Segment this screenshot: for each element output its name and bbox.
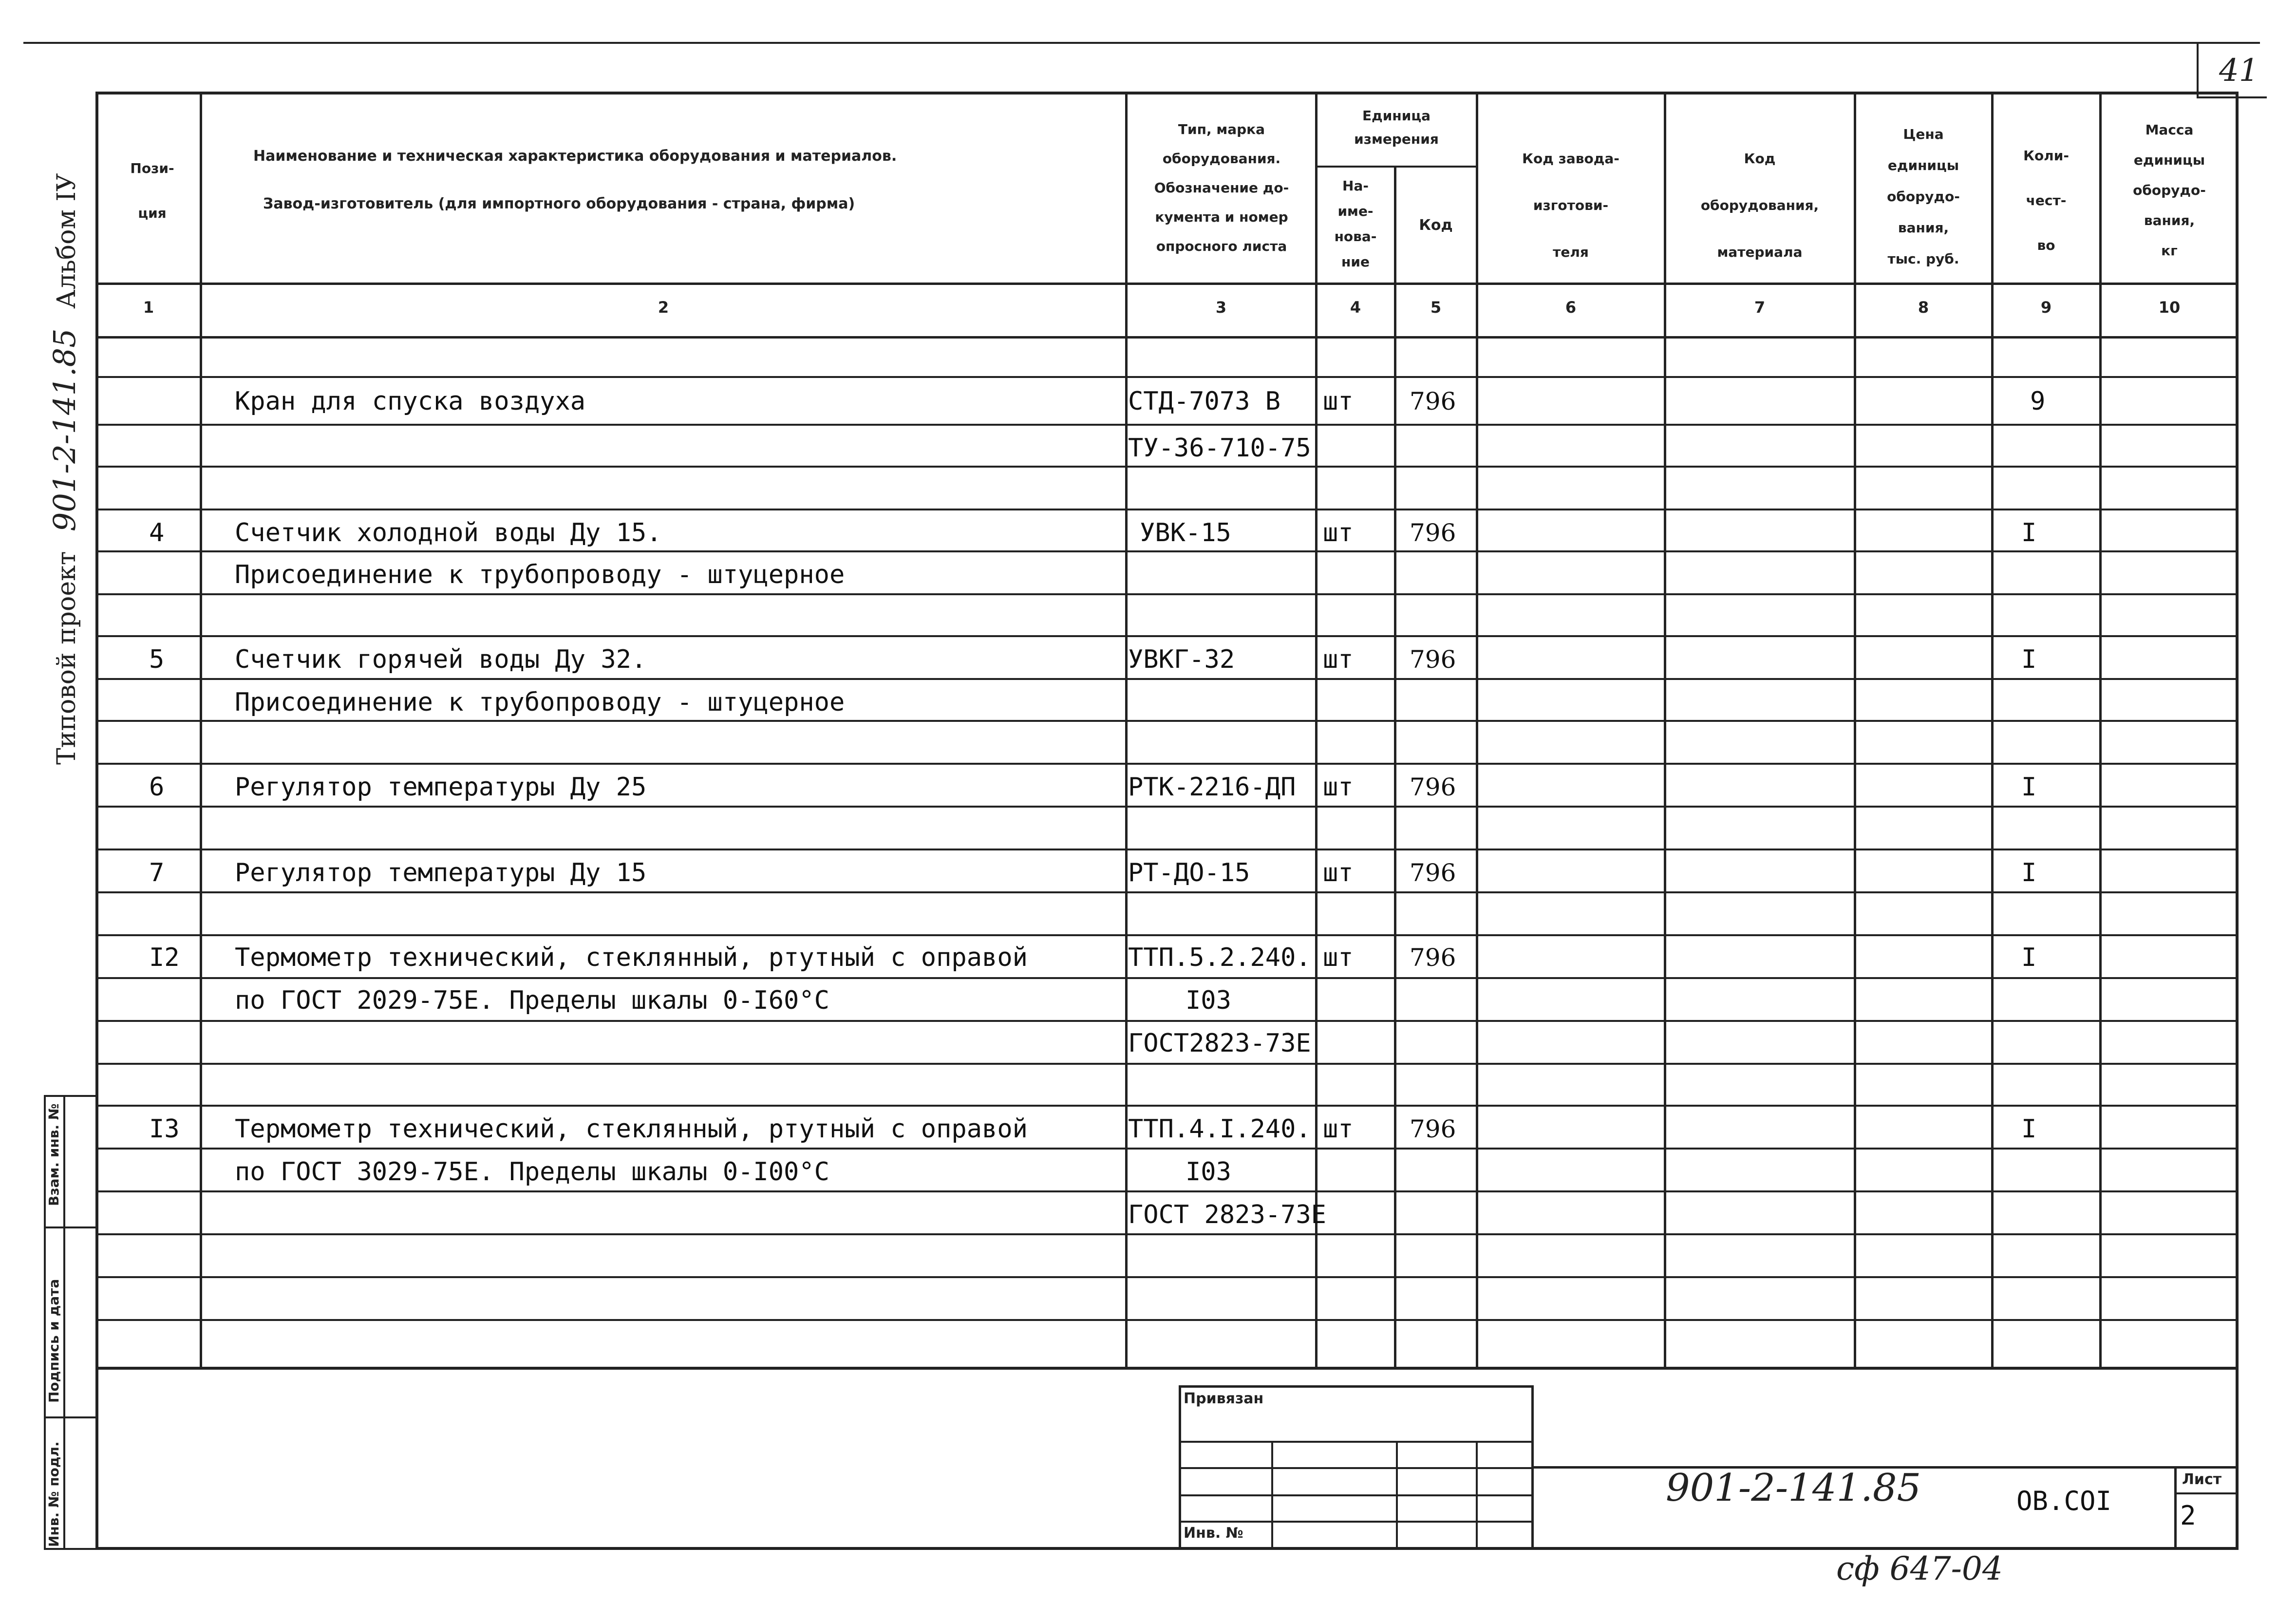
sheet-label: Лист bbox=[2182, 1471, 2222, 1488]
row-type: ГОСТ 2823-73Е bbox=[1128, 1200, 1326, 1229]
column-number-9: 9 bbox=[2040, 298, 2052, 317]
row-unit: шт bbox=[1323, 518, 1354, 547]
header-factory-code: Код завода- изготови- теля bbox=[1522, 151, 1619, 260]
row-code: 796 bbox=[1410, 773, 1456, 801]
row-quantity: I bbox=[2021, 858, 2037, 887]
row-type: ГОСТ2823-73Е bbox=[1128, 1029, 1311, 1058]
row-type: РТ-ДО-15 bbox=[1128, 858, 1250, 887]
column-number-7: 7 bbox=[1754, 298, 1766, 317]
row-position: I3 bbox=[149, 1114, 180, 1144]
row-name: Присоединение к трубопроводу - штуцерное bbox=[235, 688, 845, 717]
side-label-vzam: Взам. инв. № bbox=[46, 1103, 62, 1206]
row-type: I03 bbox=[1186, 1157, 1231, 1187]
row-code: 796 bbox=[1410, 519, 1456, 547]
document-code: ОВ.СОI bbox=[2016, 1486, 2112, 1516]
column-number-8: 8 bbox=[1918, 298, 1929, 317]
top-margin-rule bbox=[23, 42, 2260, 44]
side-title-typed: Типовой проект bbox=[52, 551, 81, 765]
header-name-line1: Наименование и техническая характеристика оборудования и материалов. bbox=[253, 148, 897, 165]
row-unit: шт bbox=[1323, 858, 1354, 887]
row-name: Кран для спуска воздуха bbox=[235, 387, 586, 416]
column-number-10: 10 bbox=[2158, 298, 2181, 317]
column-number-3: 3 bbox=[1215, 298, 1227, 317]
row-type: СТД-7073 В bbox=[1128, 387, 1281, 416]
bottom-handwritten-note: сф 647-04 bbox=[1836, 1550, 2003, 1587]
row-code: 796 bbox=[1410, 645, 1456, 674]
row-quantity: I bbox=[2021, 773, 2037, 802]
row-name: по ГОСТ 3029-75Е. Пределы шкалы 0-I00°C bbox=[235, 1157, 829, 1187]
side-album: Альбом IУ bbox=[52, 173, 81, 309]
row-code: 796 bbox=[1410, 859, 1456, 887]
title-block-inv-no: Инв. № bbox=[1184, 1525, 1243, 1542]
row-position: 7 bbox=[149, 858, 165, 887]
side-label-signature: Подпись и дата bbox=[46, 1279, 62, 1403]
row-name: Присоединение к трубопроводу - штуцерное bbox=[235, 560, 845, 589]
side-title-handwritten: 901-2-141.85 bbox=[47, 328, 82, 532]
row-type: ТУ-36-710-75 bbox=[1128, 434, 1311, 463]
row-type: УВКГ-32 bbox=[1128, 645, 1235, 674]
row-unit: шт bbox=[1323, 387, 1354, 416]
header-unit-name: На- име- нова- ние bbox=[1334, 178, 1377, 270]
column-number-1: 1 bbox=[143, 298, 154, 317]
row-position: I2 bbox=[149, 943, 180, 972]
header-name-line2: Завод-изготовитель (для импортного оборудования - страна, фирма) bbox=[263, 195, 855, 212]
row-quantity: I bbox=[2021, 645, 2037, 674]
row-type: УВК-15 bbox=[1140, 518, 1231, 547]
row-name: Термометр технический, стеклянный, ртутный с оправой bbox=[235, 943, 1028, 972]
row-quantity: I bbox=[2021, 518, 2037, 547]
column-number-6: 6 bbox=[1565, 298, 1577, 317]
row-unit: шт bbox=[1323, 1114, 1354, 1144]
row-name: Счетчик холодной воды Ду 15. bbox=[235, 518, 662, 547]
header-price: Цена единицы оборудо- вания, тыс. руб. bbox=[1887, 126, 1960, 267]
side-title bbox=[47, 173, 82, 765]
header-quantity: Коли- чест- во bbox=[2023, 148, 2069, 253]
row-unit: шт bbox=[1323, 943, 1354, 972]
column-number-4: 4 bbox=[1350, 298, 1361, 317]
header-position: Пози- ция bbox=[130, 160, 174, 221]
side-label-inv: Инв. № подл. bbox=[46, 1441, 62, 1547]
document-number-handwritten: 901-2-141.85 bbox=[1666, 1466, 1921, 1510]
sheet-number: 2 bbox=[2180, 1500, 2196, 1531]
row-code: 796 bbox=[1410, 943, 1456, 972]
row-type: ТТП.4.I.240. bbox=[1128, 1114, 1311, 1144]
page-number: 41 bbox=[2219, 53, 2259, 89]
column-number-5: 5 bbox=[1430, 298, 1442, 317]
row-unit: шт bbox=[1323, 645, 1354, 674]
header-type: Тип, марка оборудования. Обозначение до- кумента и номер опросного листа bbox=[1154, 121, 1289, 254]
row-position: 5 bbox=[149, 645, 165, 674]
row-type: ТТП.5.2.240. bbox=[1128, 943, 1311, 972]
row-position: 4 bbox=[149, 518, 165, 547]
row-name: Регулятор температуры Ду 25 bbox=[235, 773, 647, 802]
row-quantity: I bbox=[2021, 1114, 2037, 1144]
row-name: Счетчик горячей воды Ду 32. bbox=[235, 645, 647, 674]
header-unit-code: Код bbox=[1419, 217, 1453, 234]
header-mass: Масса единицы оборудо- вания, кг bbox=[2133, 122, 2206, 259]
row-position: 6 bbox=[149, 773, 165, 802]
title-block-privyazan: Привязан bbox=[1184, 1390, 1264, 1407]
row-code: 796 bbox=[1410, 387, 1456, 415]
row-type: РТК-2216-ДП bbox=[1128, 773, 1296, 802]
row-name: по ГОСТ 2029-75Е. Пределы шкалы 0-I60°C bbox=[235, 986, 829, 1015]
row-quantity: I bbox=[2021, 943, 2037, 972]
row-quantity: 9 bbox=[2030, 387, 2046, 416]
row-unit: шт bbox=[1323, 773, 1354, 802]
row-type: I03 bbox=[1186, 986, 1231, 1015]
row-name: Регулятор температуры Ду 15 bbox=[235, 858, 647, 887]
header-equipment-code: Код оборудования, материала bbox=[1700, 151, 1819, 260]
row-code: 796 bbox=[1410, 1115, 1456, 1143]
row-name: Термометр технический, стеклянный, ртутный с оправой bbox=[235, 1114, 1028, 1144]
column-number-2: 2 bbox=[658, 298, 669, 317]
header-unit: Единица измерения bbox=[1354, 108, 1439, 147]
